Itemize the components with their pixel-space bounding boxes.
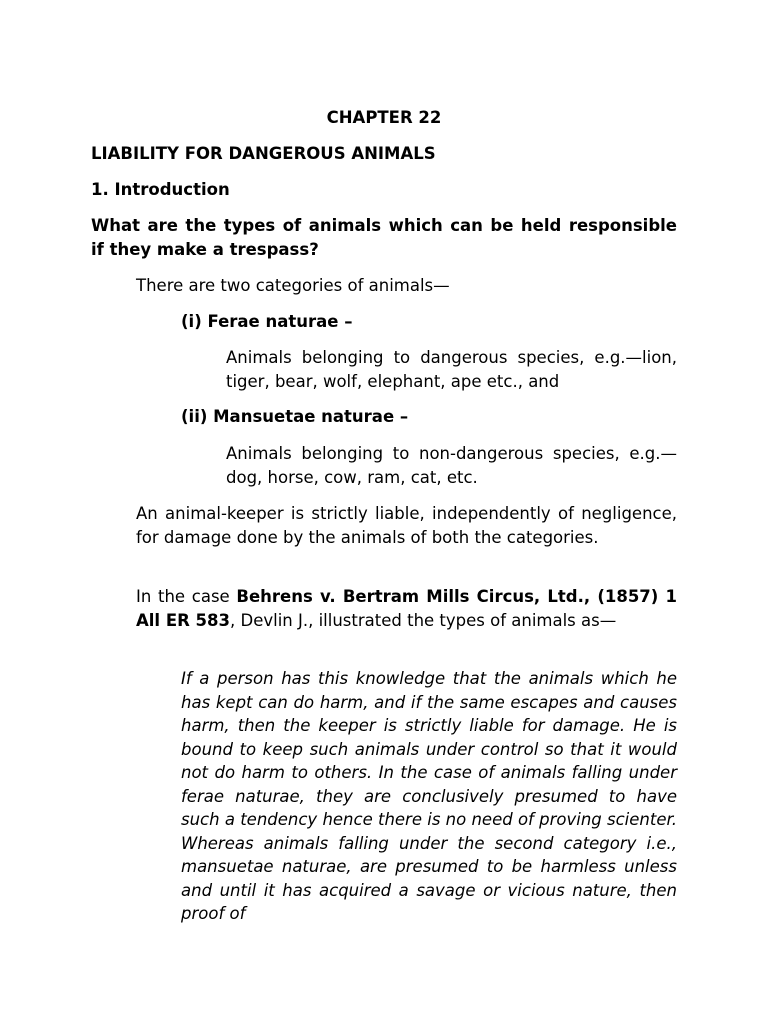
categories-intro: There are two categories of animals— — [136, 276, 450, 295]
category-description-mansuetae: Animals belonging to non-dangerous species, e.g.—dog, horse, cow, ram, cat, etc. — [226, 444, 677, 487]
case-rest-text: , Devlin J., illustrated the types of animals as— — [230, 610, 617, 630]
category-heading-mansuetae: (ii) Mansuetae naturae – — [181, 407, 409, 426]
section-question: What are the types of animals which can be held responsible if they make a trespass? — [91, 216, 677, 259]
category-heading-ferae: (i) Ferae naturae – — [181, 312, 353, 331]
case-paragraph — [136, 585, 677, 632]
quoted-passage: If a person has this knowledge that the animals which he has kept can do harm, and if the same escapes and causes harm, then the keeper is strictly liable for damage. He is bound to keep such animals under control so that it would not do harm to others. In the case of animals falling under ferae naturae, they are conclusively presumed to have such a tendency hence there is no need of proving scienter. Whereas animals falling under the second category i.e., mansuetae naturae, are presumed to be harmless unless and until it has acquired a savage or vicious nature, then proof of — [181, 669, 677, 923]
case-citation: Behrens v. Bertram Mills Circus, Ltd., (1857) 1 All ER 583 — [136, 587, 677, 630]
section-heading: 1. Introduction — [91, 180, 230, 199]
category-description-ferae: Animals belonging to dangerous species, e.g.—lion, tiger, bear, wolf, elephant, ape etc., and — [226, 348, 677, 391]
chapter-heading: CHAPTER 22 — [326, 108, 442, 127]
keeper-liability-paragraph: An animal-keeper is strictly liable, independently of negligence, for damage done by the animals of both the categories. — [136, 504, 677, 547]
chapter-title: LIABILITY FOR DANGEROUS ANIMALS — [91, 144, 436, 163]
case-intro-text: In the case — [136, 587, 237, 606]
